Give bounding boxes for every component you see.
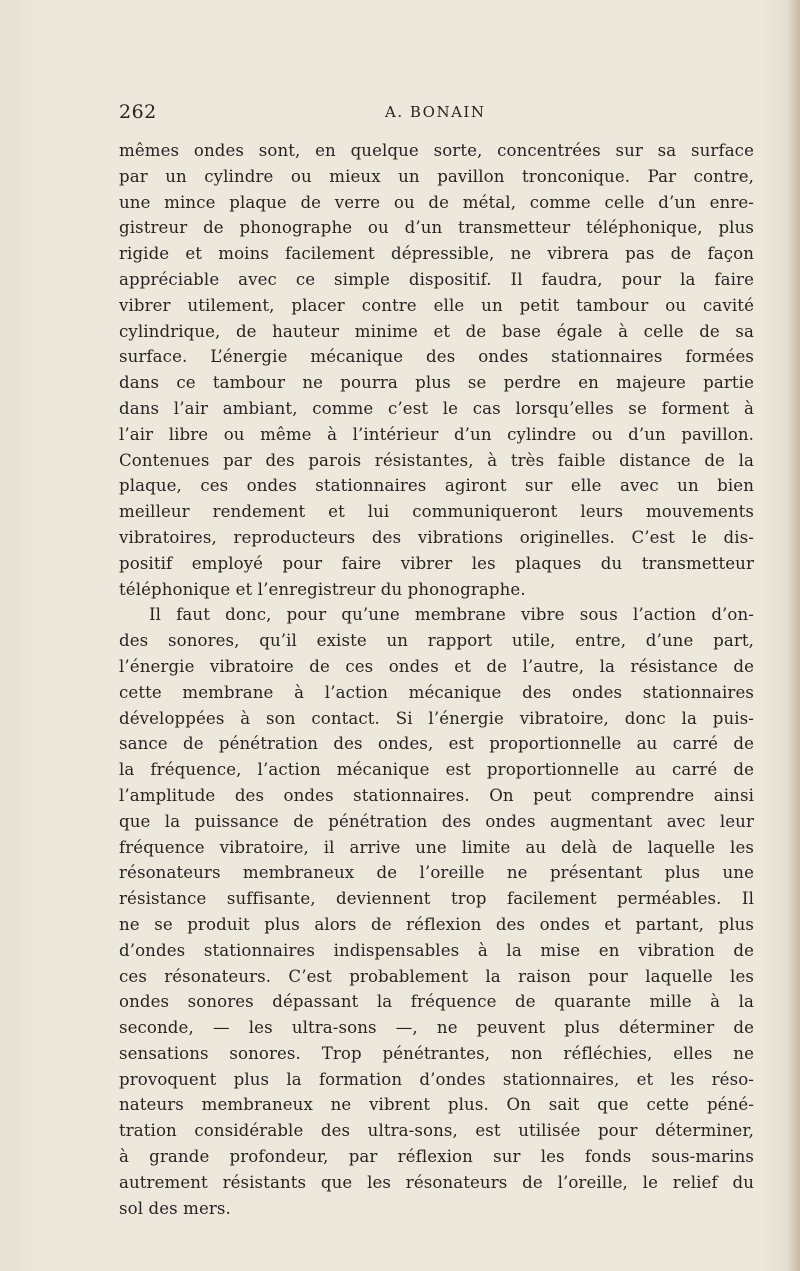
text-line: tration considérable des ultra-sons, est utilisée pour déterminer, bbox=[119, 1121, 754, 1141]
text-line: vibratoires, reproducteurs des vibrations originelles. C’est le dis- bbox=[119, 527, 754, 547]
text-line: mêmes ondes sont, en quelque sorte, concentrées sur sa surface bbox=[119, 141, 754, 160]
text-line: surface. L’énergie mécanique des ondes stationnaires formées bbox=[119, 347, 754, 367]
text-line: ne se produit plus alors de réflexion des ondes et partant, plus bbox=[119, 914, 754, 934]
text-line: résonateurs membraneux de l’oreille ne présentant plus une bbox=[119, 863, 754, 883]
text-line: nateurs membraneux ne vibrent plus. On sait que cette péné- bbox=[119, 1095, 754, 1115]
text-line: sol des mers. bbox=[119, 1198, 231, 1218]
text-line: téléphonique et l’enregistreur du phonographe. bbox=[119, 579, 526, 599]
text-line: à grande profondeur, par réflexion sur les fonds sous-marins bbox=[119, 1147, 754, 1167]
text-line: Il faut donc, pour qu’une membrane vibre sous l’action d’on- bbox=[149, 605, 754, 625]
text-line: sensations sonores. Trop pénétrantes, non réfléchies, elles ne bbox=[119, 1043, 754, 1063]
page-edge-shadow bbox=[786, 0, 800, 1271]
text-line: cette membrane à l’action mécanique des ondes stationnaires bbox=[119, 682, 754, 702]
text-line: meilleur rendement et lui communiqueront leurs mouvements bbox=[119, 502, 754, 522]
text-line: cylindrique, de hauteur minime et de base égale à celle de sa bbox=[119, 321, 754, 341]
page-number: 262 bbox=[119, 101, 157, 123]
running-head: A. BONAIN bbox=[385, 103, 486, 121]
text-line: positif employé pour faire vibrer les plaques du transmetteur bbox=[119, 553, 754, 573]
text-line: dans l’air ambiant, comme c’est le cas lorsqu’elles se forment à bbox=[119, 398, 754, 418]
text-line: par un cylindre ou mieux un pavillon tronconique. Par contre, bbox=[119, 166, 754, 186]
text-line: seconde, — les ultra-sons —, ne peuvent plus déterminer de bbox=[119, 1018, 754, 1038]
text-line: ondes sonores dépassant la fréquence de quarante mille à la bbox=[119, 992, 754, 1012]
text-line: fréquence vibratoire, il arrive une limite au delà de laquelle les bbox=[119, 837, 754, 857]
text-line: rigide et moins facilement dépressible, ne vibrera pas de façon bbox=[119, 244, 754, 264]
text-line: résistance suffisante, deviennent trop facilement perméables. Il bbox=[119, 889, 754, 909]
text-line: ces résonateurs. C’est probablement la raison pour laquelle les bbox=[119, 966, 754, 986]
text-line: l’amplitude des ondes stationnaires. On peut comprendre ainsi bbox=[119, 785, 754, 805]
text-line: l’énergie vibratoire de ces ondes et de l’autre, la résistance de bbox=[119, 656, 754, 676]
text-line: que la puissance de pénétration des ondes augmentant avec leur bbox=[119, 811, 754, 831]
text-line: Contenues par des parois résistantes, à très faible distance de la bbox=[119, 450, 754, 470]
text-line: une mince plaque de verre ou de métal, comme celle d’un enre- bbox=[119, 192, 754, 212]
text-line: vibrer utilement, placer contre elle un petit tambour ou cavité bbox=[119, 295, 754, 315]
text-line: développées à son contact. Si l’énergie vibratoire, donc la puis- bbox=[119, 708, 754, 728]
text-line: d’ondes stationnaires indispensables à la mise en vibration de bbox=[119, 940, 754, 960]
page-header bbox=[119, 98, 749, 126]
body-text bbox=[119, 138, 754, 1221]
text-line: sance de pénétration des ondes, est proportionnelle au carré de bbox=[119, 734, 754, 754]
text-line: appréciable avec ce simple dispositif. Il faudra, pour la faire bbox=[119, 269, 754, 289]
text-line: la fréquence, l’action mécanique est proportionnelle au carré de bbox=[119, 760, 754, 780]
text-line: autrement résistants que les résonateurs de l’oreille, le relief du bbox=[119, 1172, 754, 1192]
text-line: provoquent plus la formation d’ondes stationnaires, et les réso- bbox=[119, 1069, 754, 1089]
text-line: gistreur de phonographe ou d’un transmetteur téléphonique, plus bbox=[119, 218, 754, 238]
text-line: l’air libre ou même à l’intérieur d’un cylindre ou d’un pavillon. bbox=[119, 424, 754, 444]
text-line: dans ce tambour ne pourra plus se perdre en majeure partie bbox=[119, 373, 754, 393]
text-line: des sonores, qu’il existe un rapport utile, entre, d’une part, bbox=[119, 631, 754, 651]
text-line: plaque, ces ondes stationnaires agiront sur elle avec un bien bbox=[119, 476, 754, 496]
